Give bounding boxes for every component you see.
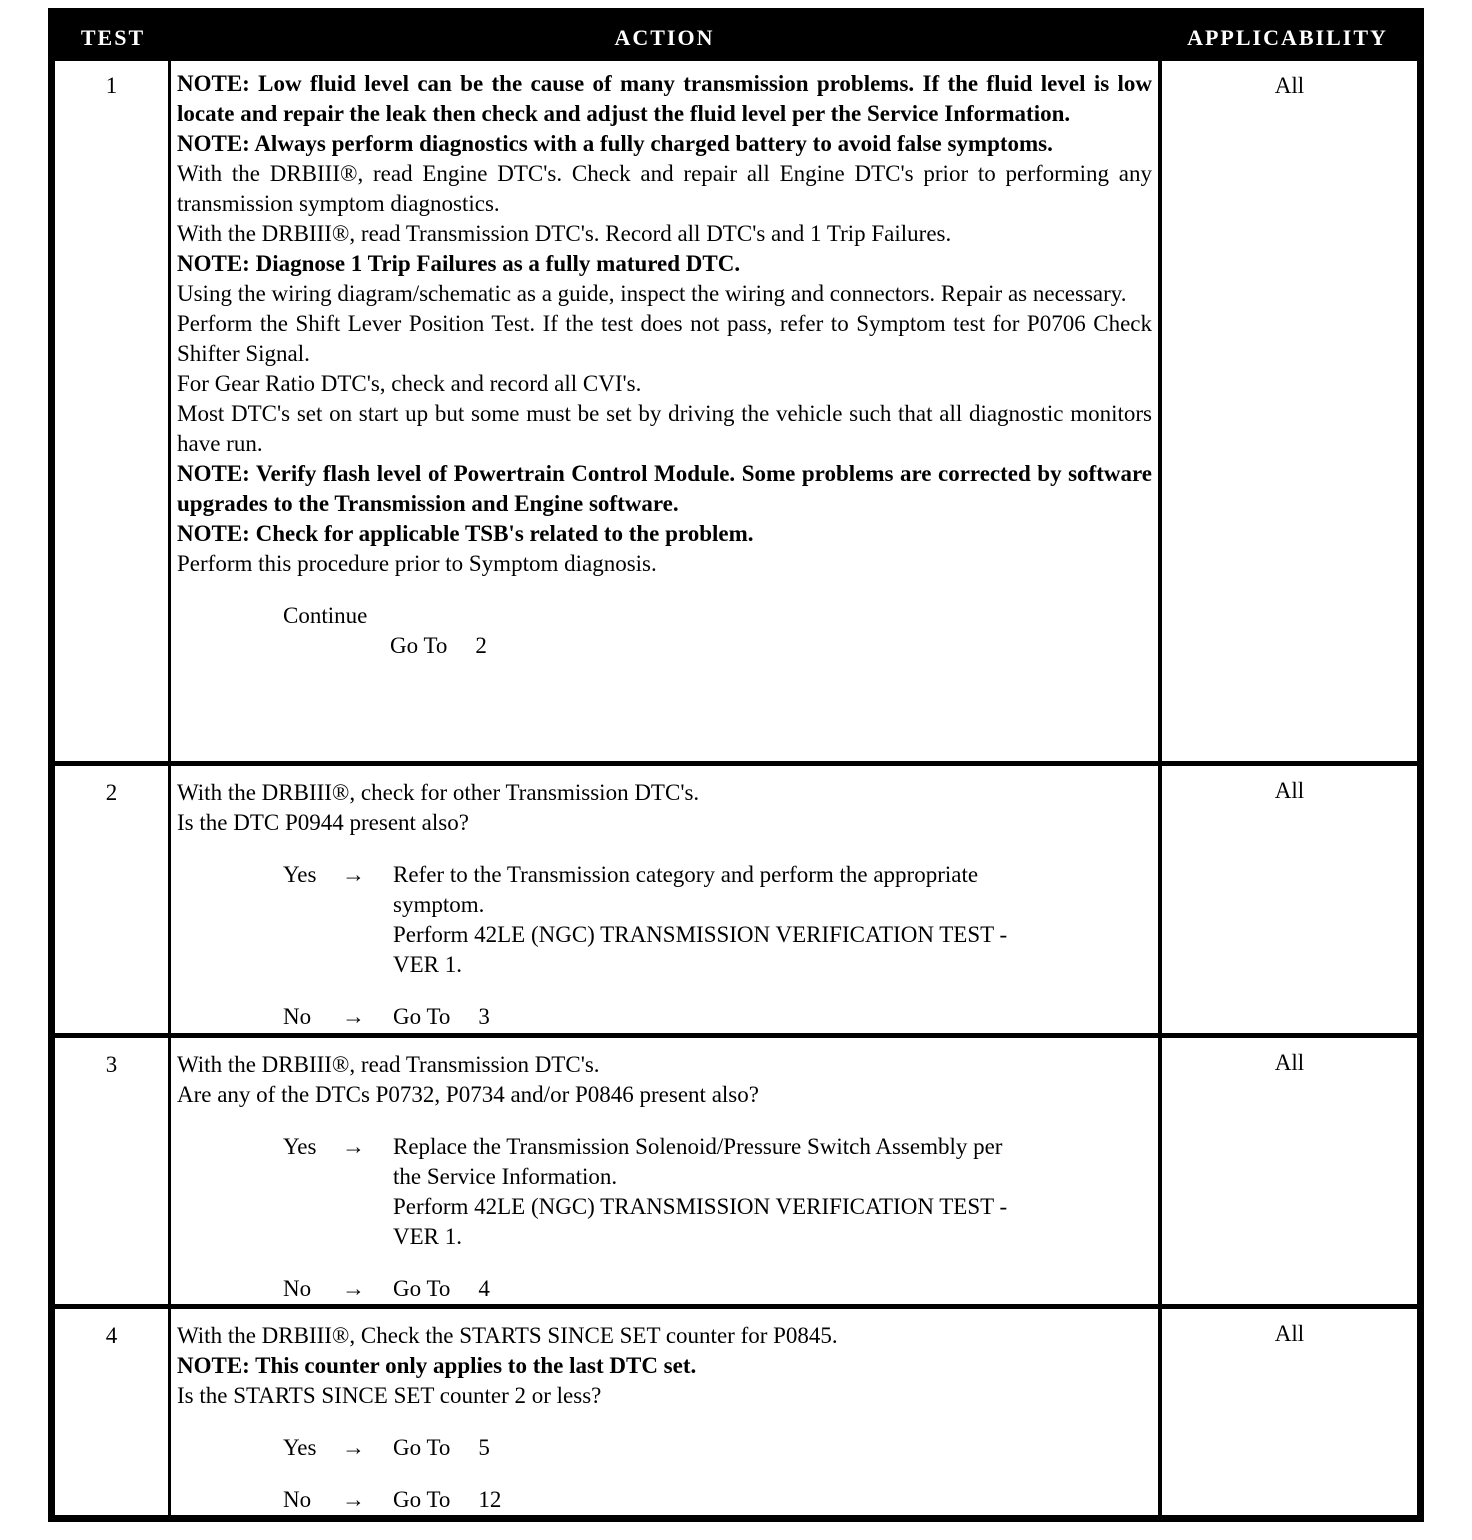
test-number: 3: [55, 1038, 171, 1304]
decision-label: Yes: [283, 1134, 317, 1159]
decision-label: Yes: [283, 862, 317, 887]
decision-label: Yes: [283, 1435, 317, 1460]
goto-label: Go To: [390, 633, 448, 658]
note-paragraph: NOTE: Low fluid level can be the cause of many transmission problems. If the fluid level is low locate and repair the leak then check and adjust the fluid level per the Service Information.: [177, 71, 1152, 126]
table-header-row: [55, 15, 1417, 61]
note-paragraph: NOTE: Check for applicable TSB's related to the problem.: [177, 521, 754, 546]
result-line: the Service Information.: [393, 1164, 618, 1189]
arrow-icon: →: [342, 1004, 365, 1029]
arrow-icon: →: [342, 1435, 365, 1460]
action-cell: [171, 1038, 1158, 1304]
decision-yes: [283, 860, 1152, 980]
goto-target: 2: [475, 633, 487, 658]
test-number: 4: [55, 1309, 171, 1515]
goto-line: [393, 1485, 1152, 1515]
applicability-value: All: [1158, 1309, 1417, 1515]
arrow-icon: →: [342, 1276, 365, 1301]
table-row-test-2: [55, 761, 1417, 1033]
arrow-icon: →: [342, 862, 365, 887]
decision-result: [393, 860, 1152, 980]
goto-line: [393, 1433, 1152, 1463]
result-line: VER 1.: [393, 1224, 462, 1249]
column-header-applicability: APPLICABILITY: [1187, 25, 1388, 50]
note-paragraph: NOTE: Verify flash level of Powertrain Control Module. Some problems are corrected by software upgrades to the Transmission and Engine software.: [177, 461, 1152, 516]
test-number: 2: [55, 766, 171, 1033]
goto-label: Go To: [393, 1435, 451, 1460]
goto-label: Go To: [393, 1004, 451, 1029]
question-paragraph: Are any of the DTCs P0732, P0734 and/or P0846 present also?: [177, 1082, 759, 1107]
decision-yes: [283, 1132, 1152, 1252]
note-paragraph: NOTE: Diagnose 1 Trip Failures as a fully matured DTC.: [177, 251, 741, 276]
result-line: Perform 42LE (NGC) TRANSMISSION VERIFICATION TEST -: [393, 922, 1008, 947]
action-paragraph: With the DRBIII®, Check the STARTS SINCE SET counter for P0845.: [177, 1323, 838, 1348]
decision-result: [393, 1274, 1152, 1304]
decision-result: [393, 1485, 1152, 1515]
decision-label: No: [283, 1276, 312, 1301]
goto-line: [393, 1274, 1152, 1304]
goto-line: [390, 631, 1152, 661]
result-line: symptom.: [393, 892, 485, 917]
decision-label: No: [283, 1487, 312, 1512]
result-line: Refer to the Transmission category and perform the appropriate: [393, 862, 979, 887]
continue-block: [283, 601, 1152, 661]
decision-no: [283, 1002, 1152, 1032]
action-paragraph: For Gear Ratio DTC's, check and record all CVI's.: [177, 371, 642, 396]
goto-target: 5: [478, 1435, 490, 1460]
applicability-value: All: [1158, 766, 1417, 1033]
action-paragraph: Using the wiring diagram/schematic as a guide, inspect the wiring and connectors. Repair as necessary.: [177, 281, 1127, 306]
result-line: Perform 42LE (NGC) TRANSMISSION VERIFICATION TEST -: [393, 1194, 1008, 1219]
goto-target: 3: [478, 1004, 490, 1029]
decision-result: [393, 1433, 1152, 1463]
action-cell: [171, 1309, 1158, 1515]
table-row-test-3: [55, 1033, 1417, 1304]
table-row-test-4: [55, 1304, 1417, 1515]
decision-no: [283, 1485, 1152, 1515]
decision-result: [393, 1002, 1152, 1032]
decision-result: [393, 1132, 1152, 1252]
action-paragraph: With the DRBIII®, read Transmission DTC's. Record all DTC's and 1 Trip Failures.: [177, 221, 952, 246]
goto-target: 4: [478, 1276, 490, 1301]
question-paragraph: Is the STARTS SINCE SET counter 2 or less?: [177, 1383, 602, 1408]
column-header-test: TEST: [80, 25, 146, 50]
goto-label: Go To: [393, 1276, 451, 1301]
action-cell: [171, 766, 1158, 1033]
diagnostic-procedure-table: [48, 8, 1424, 1522]
action-paragraph: Most DTC's set on start up but some must be set by driving the vehicle such that all diagnostic monitors have run.: [177, 401, 1152, 456]
action-paragraph: With the DRBIII®, read Transmission DTC's.: [177, 1052, 600, 1077]
action-paragraph: Perform this procedure prior to Symptom diagnosis.: [177, 551, 657, 576]
note-paragraph: NOTE: This counter only applies to the last DTC set.: [177, 1353, 697, 1378]
question-paragraph: Is the DTC P0944 present also?: [177, 810, 469, 835]
arrow-icon: →: [342, 1134, 365, 1159]
goto-line: [393, 1002, 1152, 1032]
result-line: Replace the Transmission Solenoid/Pressure Switch Assembly per: [393, 1134, 1003, 1159]
action-paragraph: With the DRBIII®, read Engine DTC's. Check and repair all Engine DTC's prior to performing any transmission symptom diagnostics.: [177, 161, 1152, 216]
table-row-test-1: [55, 61, 1417, 761]
action-paragraph: With the DRBIII®, check for other Transmission DTC's.: [177, 780, 700, 805]
goto-label: Go To: [393, 1487, 451, 1512]
result-line: VER 1.: [393, 952, 462, 977]
applicability-value: All: [1158, 61, 1417, 761]
arrow-icon: →: [342, 1487, 365, 1512]
decision-yes: [283, 1433, 1152, 1463]
decision-label: No: [283, 1004, 312, 1029]
column-header-action: ACTION: [614, 25, 715, 50]
action-paragraph: Perform the Shift Lever Position Test. If the test does not pass, refer to Symptom test for P0706 Check Shifter Signal.: [177, 311, 1152, 366]
decision-no: [283, 1274, 1152, 1304]
goto-target: 12: [478, 1487, 502, 1512]
applicability-value: All: [1158, 1038, 1417, 1304]
continue-label: Continue: [283, 603, 368, 628]
note-paragraph: NOTE: Always perform diagnostics with a fully charged battery to avoid false symptoms.: [177, 131, 1053, 156]
test-number: 1: [55, 61, 171, 761]
action-cell: [171, 61, 1158, 761]
